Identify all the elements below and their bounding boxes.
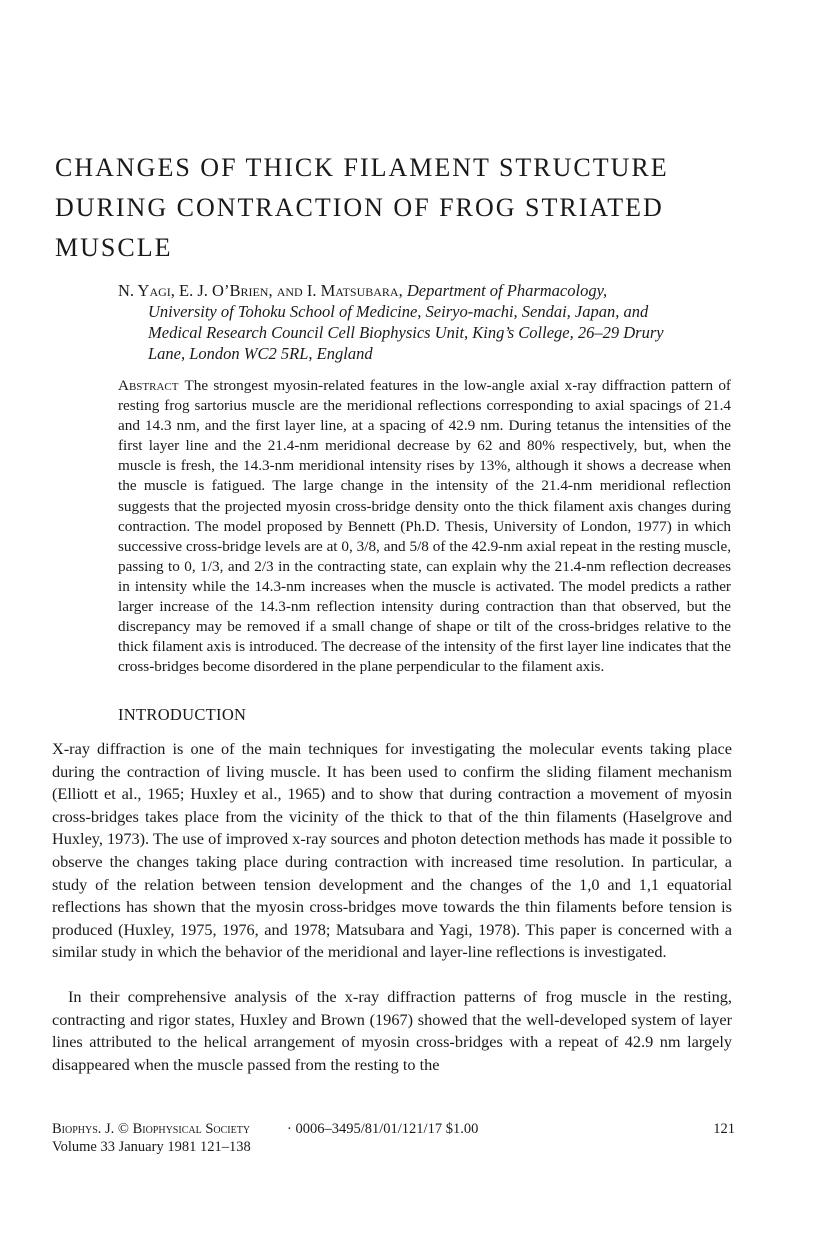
abstract (118, 376, 731, 677)
affiliation-1: Department of Pharmacology, (402, 281, 608, 300)
title-line-1: CHANGES OF THICK FILAMENT STRUCTURE (55, 153, 669, 182)
journal-citation: Biophys. J. © Biophysical Society (52, 1121, 251, 1137)
intro-paragraph-2 (52, 986, 732, 1076)
author-line-1 (118, 280, 718, 301)
introduction-heading: INTRODUCTION (118, 705, 247, 724)
affiliation-4: Lane, London WC2 5RL, England (148, 344, 373, 363)
abstract-label: Abstract (118, 377, 179, 394)
article-title (55, 148, 715, 268)
volume-info: Volume 33 January 1981 121–138 (52, 1139, 251, 1155)
affiliation-2: University of Tohoku School of Medicine, Seiryo-machi, Sendai, Japan, and (148, 302, 649, 321)
issn-price: · 0006–3495/81/01/121/17 $1.00 (287, 1121, 479, 1137)
author-names: N. Yagi, E. J. O’Brien, and I. Matsubara, (118, 281, 403, 300)
page-footer (52, 1120, 735, 1156)
intro-paragraph-2-text: In their comprehensive analysis of the x-ray diffraction patterns of frog muscle in the resting, contracting and rigor states, Huxley and Brown (1967) showed that the well-developed system of layer lines attributed to the helical arrangement of myosin cross-bridges with a repeat of 42.9 nm largely disappeared when the muscle passed from the resting to the (52, 987, 732, 1074)
title-line-3: MUSCLE (55, 233, 173, 262)
affiliation-3: Medical Research Council Cell Biophysics Unit, King’s College, 26–29 Drury (148, 323, 664, 342)
abstract-text: The strongest myosin-related features in the low-angle axial x-ray diffraction pattern of resting frog sartorius muscle are the meridional reflections corresponding to axial spacings of 21.4 and 14.3 nm, and the first layer line, at a spacing of 42.9 nm. During tetanus the intensities of the first layer line and the 21.4-nm meridional decrease by 62 and 80% respectively, but, when the muscle is fresh, the 14.3-nm meridional intensity rises by 13%, although it shows a decrease when the muscle is fatigued. The large change in the intensity of the 21.4-nm meridional reflection suggests that the projected myosin cross-bridge density onto the thick filament axis changes during contraction. The model proposed by Bennett (Ph.D. Thesis, University of London, 1977) in which successive cross-bridge levels are at 0, 3/8, and 5/8 of the 42.9-nm axial repeat in the resting muscle, passing to 0, 1/3, and 2/3 in the contracting state, can explain why the 21.4-nm reflection decreases in intensity while the 14.3-nm increases when the muscle is activated. The model predicts a rather larger increase of the 14.3-nm reflection intensity during contraction than that observed, but the discrepancy may be removed if a small change of shape or tilt of the cross-bridges relative to the thick filament axis is introduced. The decrease of the intensity of the first layer line indicates that the cross-bridges become disordered in the plane perpendicular to the filament axis. (118, 377, 731, 676)
title-line-2: DURING CONTRACTION OF FROG STRIATED (55, 193, 664, 222)
page-number: 121 (713, 1121, 735, 1137)
author-block (118, 280, 718, 364)
intro-paragraph-1: X-ray diffraction is one of the main techniques for investigating the molecular events taking place during the contraction of living muscle. It has been used to confirm the sliding filament mechanism (Elliott et al., 1965; Huxley et al., 1965) and to show that during contraction a movement of myosin cross-bridges takes place from the vicinity of the thick to that of the thin filaments (Haselgrove and Huxley, 1973). The use of improved x-ray sources and photon detection methods has made it possible to observe the changes taking place during contraction with increased time resolution. In particular, a study of the relation between tension development and the changes of the 1,0 and 1,1 equatorial reflections has shown that the myosin cross-bridges move towards the thin filaments before tension is produced (Huxley, 1975, 1976, and 1978; Matsubara and Yagi, 1978). This paper is concerned with a similar study in which the behavior of the meridional and layer-line reflections is investigated. (52, 739, 732, 962)
